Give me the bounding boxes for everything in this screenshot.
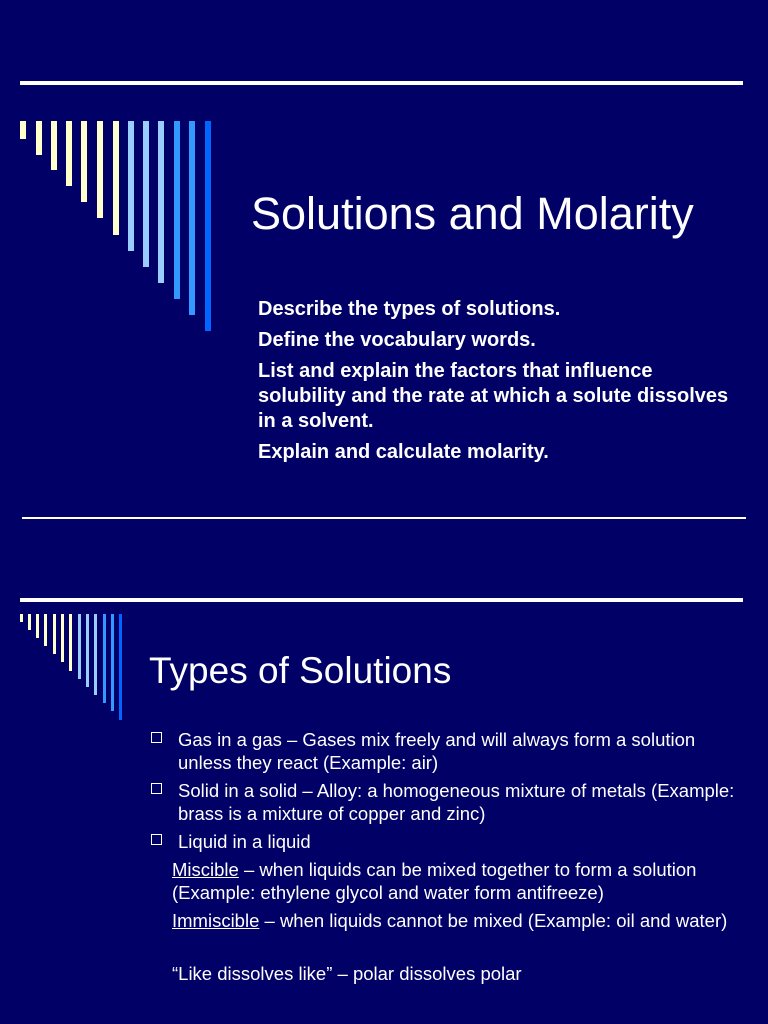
square-bullet-icon: [151, 732, 162, 743]
deco-bar: [53, 614, 56, 654]
list-item-text: Solid in a solid – Alloy: a homogeneous mixture of metals (Example: brass is a mixture of copper and zinc): [178, 780, 735, 824]
deco-bar: [20, 614, 23, 622]
slide-divider: [22, 517, 746, 519]
list-item: [150, 728, 740, 774]
deco-bar: [69, 614, 72, 671]
partial-line: “Like dissolves like” – polar dissolves polar: [172, 963, 522, 984]
deco-bar: [143, 121, 149, 267]
deco-bar: [51, 121, 57, 170]
deco-bar: [158, 121, 164, 283]
deco-bar: [86, 614, 89, 687]
slide1-top-rule: [20, 81, 743, 85]
sub-item-miscible: [150, 858, 740, 904]
deco-bar: [28, 614, 31, 630]
slide2-bullet-list: [150, 728, 740, 985]
deco-bar: [189, 121, 195, 315]
definition-text: – when liquids can be mixed together to form a solution (Example: ethylene glycol and water form antifreeze): [172, 859, 697, 903]
deco-bar: [36, 614, 39, 638]
deco-bar: [81, 121, 87, 202]
deco-bar: [94, 614, 97, 695]
list-item-text: Liquid in a liquid: [178, 831, 311, 852]
deco-bar: [66, 121, 72, 186]
deco-bar: [44, 614, 47, 646]
deco-bar: [128, 121, 134, 251]
deco-bar: [61, 614, 64, 662]
sub-item-immiscible: [150, 909, 740, 932]
deco-bar: [205, 121, 211, 331]
slide1-title: Solutions and Molarity: [251, 188, 694, 239]
list-item: [150, 830, 740, 853]
list-item-text: Gas in a gas – Gases mix freely and will always form a solution unless they react (Example: air): [178, 729, 696, 773]
slide2-title: Types of Solutions: [149, 650, 452, 691]
deco-bar: [174, 121, 180, 299]
term-immiscible: Immiscible: [172, 910, 260, 931]
deco-bar: [78, 614, 81, 679]
definition-text: – when liquids cannot be mixed (Example: oil and water): [259, 910, 728, 931]
deco-bar: [103, 614, 106, 703]
slide1-objectives: [258, 297, 738, 471]
square-bullet-icon: [151, 834, 162, 845]
deco-bar: [113, 121, 119, 235]
deco-bar: [111, 614, 114, 711]
term-miscible: Miscible: [172, 859, 239, 880]
objective-item: List and explain the factors that influence solubility and the rate at which a solute dissolves in a solvent.: [258, 360, 729, 432]
square-bullet-icon: [151, 783, 162, 794]
objective-item: Define the vocabulary words.: [258, 329, 536, 351]
slide2-top-rule: [20, 598, 743, 602]
deco-bar: [36, 121, 42, 155]
objective-item: Describe the types of solutions.: [258, 298, 561, 320]
list-item: [150, 779, 740, 825]
objective-item: Explain and calculate molarity.: [258, 441, 549, 463]
deco-bar: [119, 614, 122, 720]
deco-bar: [20, 121, 26, 139]
deco-bar: [97, 121, 103, 218]
